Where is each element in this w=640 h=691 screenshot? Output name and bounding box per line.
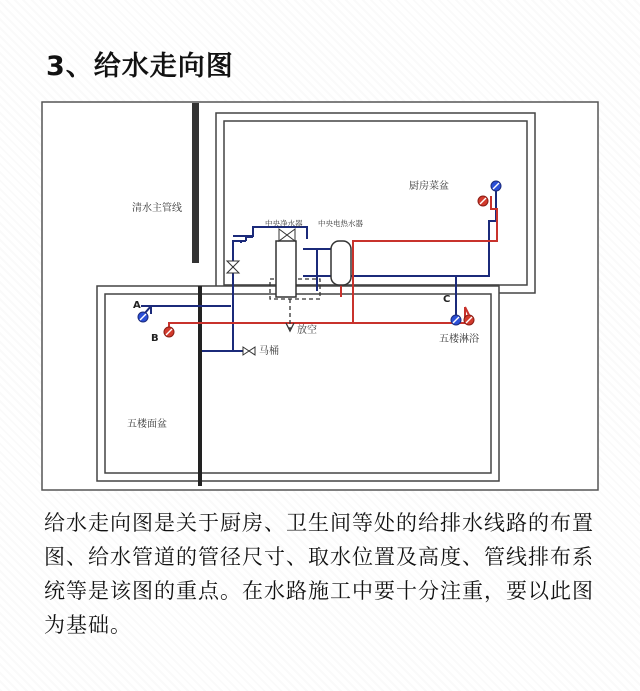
water-heater-label: 中央电热水器	[318, 219, 363, 228]
water-purifier-label: 中央净水器	[265, 219, 303, 228]
main-riser-wall	[192, 103, 199, 263]
shower-cold-outlet	[451, 315, 461, 325]
kitchen-cold-outlet	[491, 181, 501, 191]
kitchen-hot-outlet	[478, 196, 488, 206]
drain-label: 放空	[297, 325, 317, 336]
point-c-label: C	[443, 294, 451, 305]
section-title: 3、给水走向图	[46, 51, 234, 82]
point-a-outlet	[138, 312, 148, 322]
washbasin-label: 五楼面盆	[127, 419, 167, 430]
shower-hot-outlet	[464, 315, 474, 325]
riser-pipe	[198, 286, 202, 486]
water-supply-diagram	[41, 101, 599, 491]
description-paragraph: 给水走向图是关于厨房、卫生间等处的给排水线路的布置图、给水管道的管径尺寸、取水位置及高度、管线排布系统等是该图的重点。在水路施工中要十分注重，要以此图为基础。	[44, 511, 594, 637]
fifth-floor-room	[97, 286, 499, 481]
toilet-label: 马桶	[259, 346, 279, 357]
point-a-label: A	[133, 300, 141, 311]
shower-label: 五楼淋浴	[439, 334, 479, 345]
kitchen-sink-label: 厨房菜盆	[409, 181, 449, 192]
main-pipe-label: 清水主管线	[132, 203, 182, 214]
water-heater	[331, 241, 351, 285]
point-b-outlet	[164, 327, 174, 337]
point-b-label: B	[151, 333, 159, 344]
